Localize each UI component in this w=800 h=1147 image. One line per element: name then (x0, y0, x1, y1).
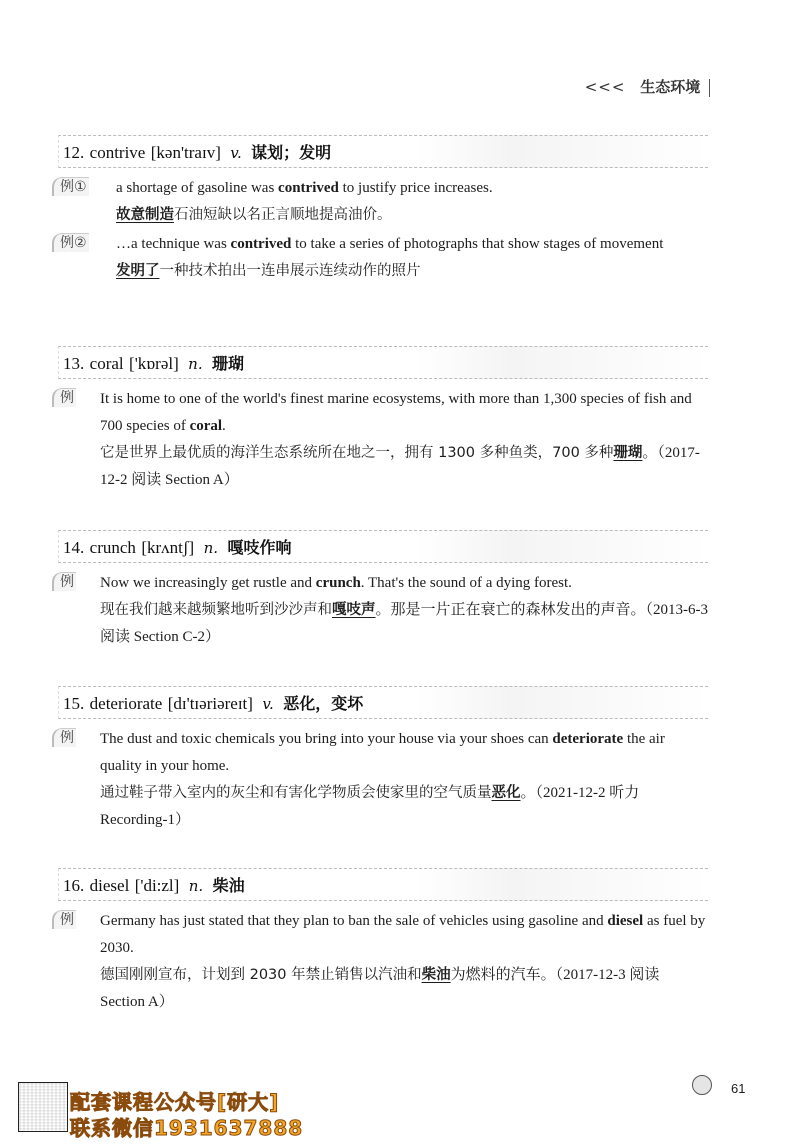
example-badge: 例 (52, 572, 76, 591)
entry-title (58, 346, 708, 379)
example-english: …a technique was contrived to take a series of photographs that show stages of movement (116, 236, 664, 252)
example-1 (58, 726, 708, 834)
definition: 柴油 (212, 876, 245, 895)
example-chinese: 发明了一种技术拍出一连串展示连续动作的照片 (116, 263, 421, 279)
entry-number: 14. (63, 538, 85, 557)
example-chinese: 通过鞋子带入室内的灰尘和有害化学物质会使家里的空气质量恶化。（2021-12-2 听力 Recording-1） (100, 785, 640, 828)
example-badge: 例 (52, 910, 76, 929)
example-english: Now we increasingly get rustle and crunch. That's the sound of a dying forest. (100, 575, 572, 591)
part-of-speech: n. (188, 355, 203, 373)
entry-title (58, 686, 708, 719)
definition: 珊瑚 (212, 354, 245, 373)
vocab-entry-16 (58, 868, 708, 1016)
entry-title (58, 530, 708, 563)
headword: deteriorate (89, 694, 163, 713)
example-1 (58, 386, 708, 494)
example-badge: 例 (52, 728, 76, 747)
example-chinese: 现在我们越来越频繁地听到沙沙声和嘎吱声。那是一片正在衰亡的森林发出的声音。（2013-6-3 阅读 Section C-2） (100, 602, 708, 645)
entry-number: 15. (63, 694, 85, 713)
example-badge: 例① (52, 177, 89, 196)
example-1 (58, 175, 708, 229)
example-chinese: 德国刚刚宣布，计划到 2030 年禁止销售以汽油和柴油为燃料的汽车。（2017-12-3 阅读 Section A） (100, 967, 660, 1010)
promo-line-2: 联系微信1931637888 (70, 1116, 304, 1140)
phonetic: [kən'traɪv] (150, 143, 221, 162)
example-english: It is home to one of the world's finest marine ecosystems, with more than 1,300 species of fish and 700 species of coral. (100, 391, 692, 434)
chapter-title: 生态环境 (640, 78, 701, 96)
part-of-speech: n. (203, 539, 219, 557)
example-english: a shortage of gasoline was contrived to justify price increases. (116, 180, 493, 196)
entry-title (58, 868, 708, 901)
headword: coral (89, 354, 124, 373)
promo-line-1: 配套课程公众号[研大] (70, 1090, 280, 1114)
example-chinese: 它是世界上最优质的海洋生态系统所在地之一，拥有 1300 多种鱼类，700 多种珊瑚。（2017-12-2 阅读 Section A） (100, 445, 700, 488)
entry-number: 13. (63, 354, 85, 373)
entry-title (58, 135, 708, 168)
example-badge: 例 (52, 388, 76, 407)
definition: 谋划；发明 (251, 143, 332, 162)
entry-number: 12. (63, 143, 85, 162)
phonetic: [krʌntʃ] (141, 538, 195, 557)
vocab-entry-15 (58, 686, 708, 834)
page-number-circle-icon (692, 1075, 712, 1095)
header-arrows: <<< (584, 78, 626, 96)
qr-code-icon (18, 1082, 68, 1132)
part-of-speech: n. (188, 877, 204, 895)
definition: 恶化，变坏 (283, 694, 364, 713)
page-header (585, 76, 710, 97)
vocab-entry-13 (58, 346, 708, 494)
phonetic: ['di:zl] (134, 876, 180, 895)
promo-watermark (18, 1082, 318, 1142)
example-2 (58, 231, 708, 285)
phonetic: [dɪ'tɪəriəreɪt] (167, 694, 253, 713)
page-number-text: 61 (731, 1081, 746, 1096)
part-of-speech: v. (230, 144, 242, 162)
entry-number: 16. (63, 876, 85, 895)
part-of-speech: v. (262, 695, 274, 713)
header-divider (709, 79, 710, 97)
vocab-entry-14 (58, 530, 708, 651)
example-chinese: 故意制造石油短缺以名正言顺地提高油价。 (116, 207, 392, 223)
headword: contrive (89, 143, 146, 162)
headword: crunch (89, 538, 136, 557)
vocab-entry-12 (58, 135, 708, 285)
headword: diesel (89, 876, 130, 895)
example-1 (58, 908, 708, 1016)
example-english: Germany has just stated that they plan to ban the sale of vehicles using gasoline and diesel as fuel by 2030. (100, 913, 706, 956)
example-1 (58, 570, 708, 651)
definition: 嘎吱作响 (227, 538, 292, 557)
example-english: The dust and toxic chemicals you bring into your house via your shoes can deteriorate the air quality in your home. (100, 731, 665, 774)
example-badge: 例② (52, 233, 89, 252)
phonetic: ['kɒrəl] (129, 354, 179, 373)
